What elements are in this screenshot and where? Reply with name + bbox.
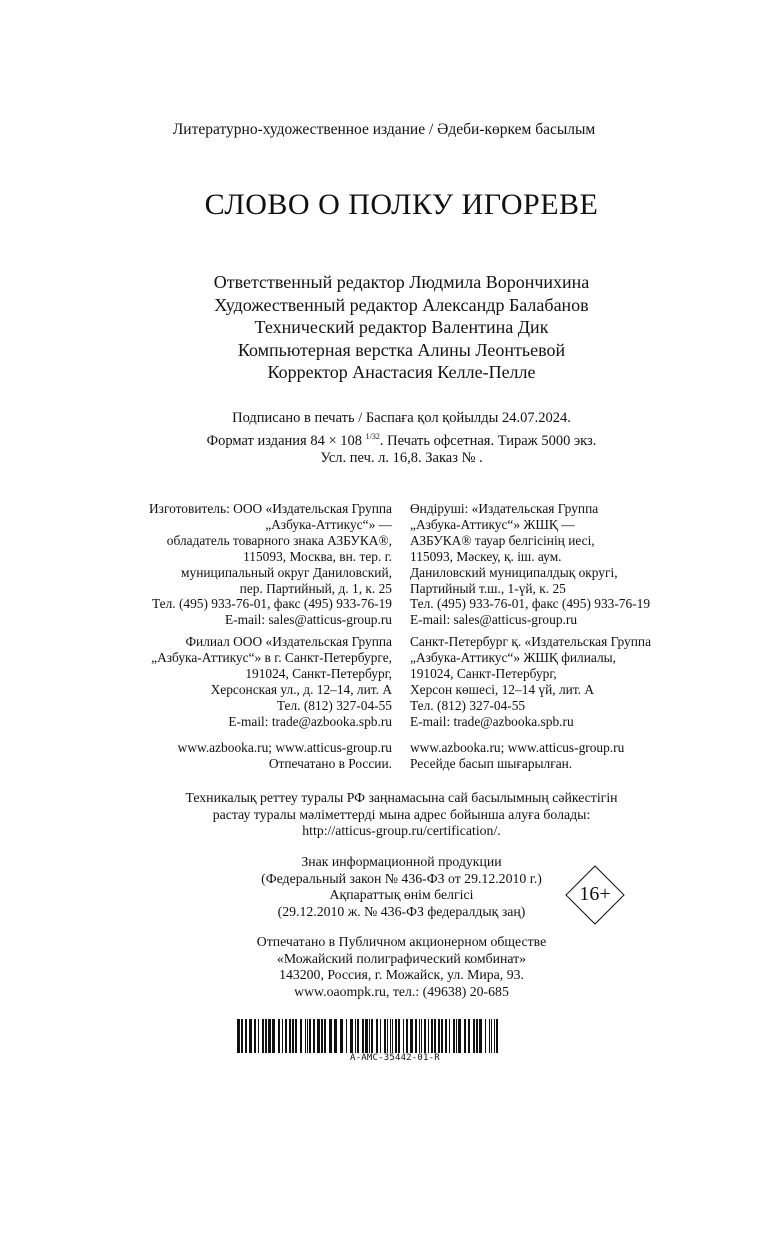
text-line: 143200, Россия, г. Можайск, ул. Мира, 93. [279, 967, 524, 982]
barcode-bar [307, 1019, 308, 1053]
format-prefix: Формат издания 84 × 108 [206, 432, 362, 449]
staff-line: Ответственный редактор Людмила Ворончихина [213, 272, 590, 292]
barcode-bar [329, 1019, 332, 1053]
barcode-bar [357, 1019, 359, 1053]
branch-block-ru [118, 634, 392, 729]
barcode-bar [410, 1019, 413, 1053]
information-product-mark [0, 854, 768, 920]
barcode-bar [494, 1019, 495, 1053]
barcode-bar [473, 1019, 475, 1053]
barcode-bar [245, 1019, 247, 1053]
text-line: Техникалық реттеу туралы РФ заңнамасына сай басылымның сәйкестігін [185, 790, 618, 805]
barcode-bar [376, 1019, 378, 1053]
publisher-russian [118, 501, 392, 772]
barcode-bar [456, 1019, 457, 1053]
text-line: растау туралы мәліметтерді мына адрес бойынша алуға болады: [212, 806, 591, 822]
text-line: „Азбука-Аттикус“» в г. Санкт-Петербурге, [151, 650, 392, 666]
barcode-bar [350, 1019, 353, 1053]
barcode-bar [272, 1019, 275, 1053]
editorial-staff [0, 271, 768, 384]
barcode-bar [380, 1019, 381, 1053]
barcode-bar [406, 1019, 408, 1053]
barcode [237, 1019, 499, 1053]
barcode-bar [309, 1019, 311, 1053]
text-line: E-mail: trade@azbooka.spb.ru [410, 713, 574, 729]
barcode-bar [371, 1019, 373, 1053]
barcode-bar [300, 1019, 302, 1053]
barcode-bar [285, 1019, 287, 1053]
text-line: обладатель товарного знака АЗБУКА®, [166, 532, 392, 548]
barcode-bar [476, 1019, 478, 1053]
barcode-bar [278, 1019, 280, 1053]
barcode-bar [237, 1019, 240, 1053]
text-line: Санкт-Петербург қ. «Издательская Группа [410, 634, 652, 650]
text-line: www.azbooka.ru; www.atticus-group.ru [410, 739, 625, 755]
text-line: Тел. (812) 327-04-55 [410, 697, 526, 713]
barcode-bar [403, 1019, 404, 1053]
text-line: 115093, Мәскеу, қ. іш. аум. [410, 548, 562, 564]
age-rating-badge [566, 866, 624, 924]
text-line: Ақпараттық өнім белгісі [329, 887, 474, 902]
text-line: Тел. (812) 327-04-55 [276, 697, 392, 713]
barcode-bar [369, 1019, 370, 1053]
barcode-bar [398, 1019, 400, 1053]
text-line: „Азбука-Аттикус“» ЖШҚ филиалы, [410, 650, 616, 666]
text-line: Тел. (495) 933-76-01, факс (495) 933-76-19 [410, 596, 651, 612]
barcode-bar [431, 1019, 433, 1053]
barcode-bar [453, 1019, 455, 1053]
barcode-bar [392, 1019, 393, 1053]
barcode-bar [485, 1019, 486, 1053]
barcode-bar [434, 1019, 436, 1053]
barcode-bar [491, 1019, 492, 1053]
text-line: www.oaompk.ru, тел.: (49638) 20-685 [294, 983, 509, 999]
text-line: (Федеральный закон № 436-ФЗ от 29.12.2010 г.) [261, 870, 542, 886]
book-title: СЛОВО О ПОЛКУ ИГОРЕВЕ [204, 188, 599, 221]
format-fraction: 1/32 [365, 431, 380, 441]
signed-date: Подписано в печать / Баспаға қол қойылды 24.07.2024. [232, 410, 571, 426]
print-info [0, 410, 768, 467]
text-line: Знак информационной продукции [301, 854, 502, 869]
barcode-bar [464, 1019, 466, 1053]
barcode-bar [489, 1019, 490, 1053]
barcode-bar [241, 1019, 243, 1053]
text-line: Партийный т.ш., 1-үй, к. 25 [410, 580, 566, 596]
barcode-bar [262, 1019, 264, 1053]
text-line: (29.12.2010 ж. № 436-ФЗ федералдық заң) [277, 903, 526, 919]
barcode-bar [258, 1019, 259, 1053]
barcode-bar [479, 1019, 482, 1053]
branch-block-kz [410, 634, 710, 729]
age-rating-text: 16+ [579, 883, 611, 905]
text-line: 115093, Москва, вн. тер. г. [243, 548, 392, 564]
format-line [0, 428, 768, 450]
web-block-kz [410, 740, 710, 772]
text-line: Херсонская ул., д. 12–14, лит. А [210, 681, 392, 697]
staff-line: Корректор Анастасия Келле-Пелле [267, 362, 536, 382]
text-line: пер. Партийный, д. 1, к. 25 [239, 580, 392, 596]
text-line: E-mail: sales@atticus-group.ru [224, 612, 392, 628]
text-line: Филиал ООО «Издательская Группа [185, 634, 392, 650]
text-line: «Можайский полиграфический комбинат» [276, 950, 527, 966]
text-line: http://atticus-group.ru/certification/. [302, 823, 501, 838]
certification-info [0, 790, 768, 840]
barcode-bar [415, 1019, 417, 1053]
barcode-bar [292, 1019, 294, 1053]
text-line: муниципальный округ Даниловский, [181, 564, 392, 580]
barcode-bar [305, 1019, 306, 1053]
staff-line: Художественный редактор Александр Балабанов [214, 294, 589, 315]
barcode-bar [449, 1019, 450, 1053]
barcode-bar [295, 1019, 297, 1053]
barcode-code: A-AMC-35442-01-R [350, 1053, 440, 1063]
barcode-bar [441, 1019, 443, 1053]
barcode-bar [424, 1019, 426, 1053]
text-line: 191024, Санкт-Петербург, [245, 666, 392, 682]
barcode-bar [438, 1019, 440, 1053]
manufacturer-block-ru [118, 501, 392, 628]
text-line: АЗБУКА® тауар белгісінің иесі, [410, 532, 595, 548]
barcode-bar [324, 1019, 326, 1053]
barcode-bar [249, 1019, 252, 1053]
text-line: „Азбука-Аттикус“» ЖШҚ — [410, 516, 575, 532]
barcode-bar [458, 1019, 461, 1053]
barcode-bar [313, 1019, 315, 1053]
barcode-bar [265, 1019, 267, 1053]
staff-line: Технический редактор Валентина Дик [254, 317, 549, 337]
barcode-bar [468, 1019, 470, 1053]
text-line: „Азбука-Аттикус“» — [265, 516, 392, 532]
manufacturer-block-kz [410, 501, 710, 628]
barcode-bar [421, 1019, 422, 1053]
barcode-bar [321, 1019, 323, 1053]
text-line: Даниловский муниципалдық округі, [410, 564, 618, 580]
text-line: E-mail: sales@atticus-group.ru [410, 612, 578, 628]
barcode-bar [390, 1019, 391, 1053]
barcode-bar [317, 1019, 320, 1053]
text-line: 191024, Санкт-Петербург, [410, 666, 557, 682]
text-line: Отпечатано в России. [268, 755, 392, 771]
text-line: Тел. (495) 933-76-01, факс (495) 933-76-19 [151, 596, 392, 612]
barcode-bar [419, 1019, 420, 1053]
sheets-line: Усл. печ. л. 16,8. Заказ № . [320, 449, 483, 466]
barcode-bar [282, 1019, 283, 1053]
barcode-bar [384, 1019, 386, 1053]
barcode-bar [445, 1019, 447, 1053]
barcode-bar [346, 1019, 347, 1053]
text-line: Херсон көшесі, 12–14 үй, лит. А [410, 681, 595, 697]
barcode-bar [365, 1019, 368, 1053]
text-line: E-mail: trade@azbooka.spb.ru [228, 713, 392, 729]
barcode-bar [395, 1019, 397, 1053]
barcode-bar [355, 1019, 356, 1053]
printer-info [0, 934, 768, 1000]
publisher-kazakh [410, 501, 710, 772]
text-line: Изготовитель: ООО «Издательская Группа [149, 501, 392, 516]
text-line: Отпечатано в Публичном акционерном обществе [256, 934, 547, 949]
barcode-bar [387, 1019, 388, 1053]
text-line: Ресейде басып шығарылған. [410, 755, 573, 771]
barcode-bar [268, 1019, 271, 1053]
barcode-bar [496, 1019, 498, 1053]
staff-line: Компьютерная верстка Алины Леонтьевой [237, 339, 566, 360]
barcode-bar [362, 1019, 364, 1053]
edition-type: Литературно-художественное издание / Әдеби-көркем басылым [172, 121, 596, 138]
barcode-bar [340, 1019, 343, 1053]
barcode-bar [334, 1019, 337, 1053]
text-line: www.azbooka.ru; www.atticus-group.ru [177, 739, 392, 755]
web-block-ru [118, 740, 392, 772]
barcode-bar [289, 1019, 291, 1053]
text-line: Өндіруші: «Издательская Группа [410, 501, 599, 516]
format-suffix: . Печать офсетная. Тираж 5000 экз. [379, 432, 597, 449]
barcode-bar [254, 1019, 256, 1053]
barcode-bar [428, 1019, 429, 1053]
